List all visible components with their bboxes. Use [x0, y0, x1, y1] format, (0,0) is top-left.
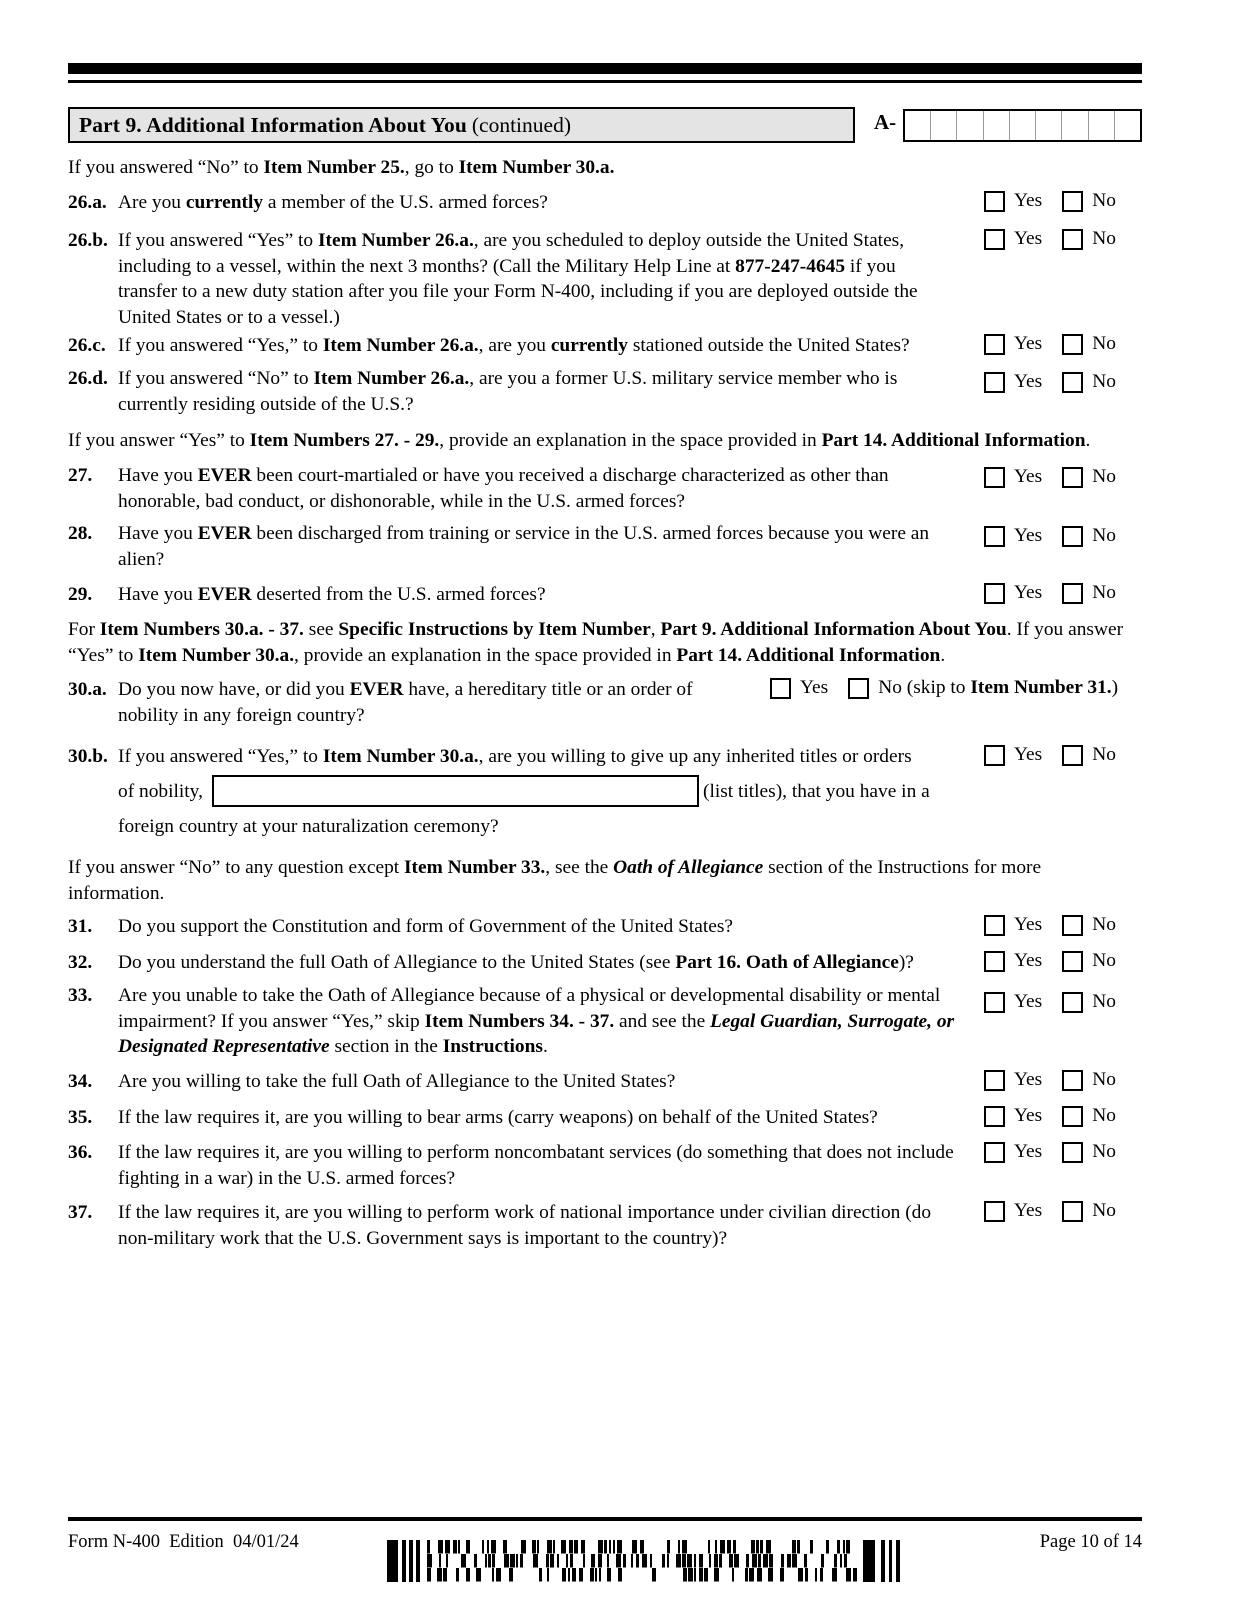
label-31-yes: Yes: [1014, 914, 1043, 935]
footer-edition-date: 04/01/24: [232, 1532, 299, 1552]
label-26c-yes: Yes: [1014, 333, 1043, 354]
checkbox-30a-yes[interactable]: [770, 678, 791, 699]
label-28-yes: Yes: [1014, 525, 1043, 546]
label-27-no: No: [1092, 466, 1116, 487]
label-30b-yes: Yes: [1014, 744, 1043, 765]
note-items-27-29: If you answer “Yes” to Item Numbers 27. - 29., provide an explanation in the space provided in Part 14. Additional Information.: [68, 430, 1091, 451]
checkbox-30b-no[interactable]: [1062, 745, 1083, 766]
footer-form-id: Form N-400: [68, 1532, 160, 1552]
answer-row-37: [984, 1200, 1116, 1222]
label-29-no: No: [1092, 582, 1116, 603]
item-number-36: 36.: [68, 1142, 93, 1163]
checkbox-26b-no[interactable]: [1062, 229, 1083, 250]
label-30a-no: No (skip to Item Number 31.): [878, 677, 1119, 698]
anumber-cell-8[interactable]: [1089, 111, 1115, 140]
checkbox-26d-no[interactable]: [1062, 372, 1083, 393]
label-26b-yes: Yes: [1014, 228, 1043, 249]
label-34-yes: Yes: [1014, 1069, 1043, 1090]
label-33-no: No: [1092, 991, 1116, 1012]
checkbox-27-yes[interactable]: [984, 467, 1005, 488]
checkbox-32-yes[interactable]: [984, 951, 1005, 972]
item-number-26b: 26.b.: [68, 230, 108, 251]
checkbox-26c-no[interactable]: [1062, 334, 1083, 355]
item-text-37: If the law requires it, are you willing to perform work of national importance under civilian direction (do non-military work that the U.S. Government says is important to the country)?: [118, 1202, 932, 1249]
anumber-input[interactable]: [903, 109, 1142, 142]
label-28-no: No: [1092, 525, 1116, 546]
checkbox-29-yes[interactable]: [984, 583, 1005, 604]
answer-row-26b: [984, 228, 1116, 250]
answer-row-26d: [984, 371, 1116, 393]
footer-page-number: Page 10 of 14: [1039, 1532, 1142, 1552]
anumber-cell-7[interactable]: [1062, 111, 1088, 140]
label-37-yes: Yes: [1014, 1200, 1043, 1221]
checkbox-30b-yes[interactable]: [984, 745, 1005, 766]
item-text-28: Have you EVER been discharged from training or service in the U.S. armed forces because you were an alien?: [118, 523, 930, 570]
checkbox-36-no[interactable]: [1062, 1142, 1083, 1163]
checkbox-33-no[interactable]: [1062, 992, 1083, 1013]
label-37-no: No: [1092, 1200, 1116, 1221]
checkbox-26a-no[interactable]: [1062, 191, 1083, 212]
item-number-26a: 26.a.: [68, 192, 107, 213]
checkbox-35-yes[interactable]: [984, 1106, 1005, 1127]
item-number-37: 37.: [68, 1202, 93, 1223]
checkbox-26b-yes[interactable]: [984, 229, 1005, 250]
answer-row-30b: [984, 744, 1116, 766]
checkbox-29-no[interactable]: [1062, 583, 1083, 604]
answer-row-32: [984, 950, 1116, 972]
label-26d-no: No: [1092, 371, 1116, 392]
item-text-36: If the law requires it, are you willing to perform noncombatant services (do something that does not include fighting in a war) in the U.S. armed forces?: [118, 1142, 954, 1189]
label-35-yes: Yes: [1014, 1105, 1043, 1126]
item-text-32: Do you understand the full Oath of Allegiance to the United States (see Part 16. Oath of Allegiance)?: [118, 952, 914, 973]
note-oath-allegiance: If you answer “No” to any question except Item Number 33., see the Oath of Allegiance section of the Instructions for more information.: [68, 857, 1042, 904]
anumber-cell-9[interactable]: [1115, 111, 1140, 140]
label-34-no: No: [1092, 1069, 1116, 1090]
item-text-30b-suffix: (list titles), that you have in a: [703, 781, 930, 802]
checkbox-37-no[interactable]: [1062, 1201, 1083, 1222]
top-rule-thin: [68, 80, 1142, 83]
anumber-cell-1[interactable]: [905, 111, 931, 140]
anumber-cell-4[interactable]: [984, 111, 1010, 140]
answer-row-34: [984, 1069, 1116, 1091]
label-30b-no: No: [1092, 744, 1116, 765]
item-text-33: Are you unable to take the Oath of Allegiance because of a physical or developmental disability or mental impairment? If you answer “Yes,” skip Item Numbers 34. - 37. and see the Legal Guardian, Surrogate, or Designated Representative section in the Instructions.: [118, 985, 955, 1058]
item-text-30b-prefix: of nobility,: [118, 781, 203, 802]
item-text-26c: If you answered “Yes,” to Item Number 26.a., are you currently stationed outside the United States?: [118, 335, 910, 356]
checkbox-26c-yes[interactable]: [984, 334, 1005, 355]
item-text-26d: If you answered “No” to Item Number 26.a., are you a former U.S. military service member who is currently residing outside of the U.S.?: [118, 368, 898, 415]
checkbox-34-yes[interactable]: [984, 1070, 1005, 1091]
item-text-26b: If you answered “Yes” to Item Number 26.a., are you scheduled to deploy outside the United States, including to a vessel, within the next 3 months? (Call the Military Help Line at 877-247-4645 if you transfer to a new duty station after you file your Form N-400, including if you are deployed outside the United States or to a vessel.): [118, 230, 918, 328]
label-26a-yes: Yes: [1014, 190, 1043, 211]
checkbox-28-yes[interactable]: [984, 526, 1005, 547]
top-rule-thick: [68, 63, 1142, 74]
label-31-no: No: [1092, 914, 1116, 935]
answer-row-36: [984, 1141, 1116, 1163]
label-33-yes: Yes: [1014, 991, 1043, 1012]
item-text-31: Do you support the Constitution and form of Government of the United States?: [118, 916, 734, 937]
checkbox-26d-yes[interactable]: [984, 372, 1005, 393]
item-text-26a: Are you currently a member of the U.S. armed forces?: [118, 192, 548, 213]
label-35-no: No: [1092, 1105, 1116, 1126]
part-title-continued: (continued): [471, 112, 571, 137]
label-36-yes: Yes: [1014, 1141, 1043, 1162]
label-29-yes: Yes: [1014, 582, 1043, 603]
answer-row-26c: [984, 333, 1116, 355]
answer-row-29: [984, 582, 1116, 604]
item-number-28: 28.: [68, 523, 93, 544]
checkbox-35-no[interactable]: [1062, 1106, 1083, 1127]
footer-edition-label: Edition: [169, 1532, 224, 1552]
checkbox-36-yes[interactable]: [984, 1142, 1005, 1163]
label-27-yes: Yes: [1014, 466, 1043, 487]
answer-row-28: [984, 525, 1116, 547]
answer-row-31: [984, 914, 1116, 936]
anumber-cell-3[interactable]: [957, 111, 983, 140]
item-text-30a: Do you now have, or did you EVER have, a hereditary title or an order of nobility in any foreign country?: [118, 679, 693, 726]
item-number-26c: 26.c.: [68, 335, 106, 356]
label-32-yes: Yes: [1014, 950, 1043, 971]
label-26a-no: No: [1092, 190, 1116, 211]
item-text-27: Have you EVER been court-martialed or have you received a discharge characterized as other than honorable, bad conduct, or dishonorable, while in the U.S. armed forces?: [118, 465, 889, 512]
checkbox-33-yes[interactable]: [984, 992, 1005, 1013]
label-26d-yes: Yes: [1014, 371, 1043, 392]
answer-row-35: [984, 1105, 1116, 1127]
anumber-cell-6[interactable]: [1036, 111, 1062, 140]
checkbox-37-yes[interactable]: [984, 1201, 1005, 1222]
item-number-29: 29.: [68, 584, 93, 605]
part-header-banner: [68, 107, 855, 143]
checkbox-28-no[interactable]: [1062, 526, 1083, 547]
anumber-label: A-: [874, 110, 897, 134]
anumber-cell-2[interactable]: [931, 111, 957, 140]
item-text-34: Are you willing to take the full Oath of Allegiance to the United States?: [118, 1071, 676, 1092]
item-number-33: 33.: [68, 985, 93, 1006]
checkbox-34-no[interactable]: [1062, 1070, 1083, 1091]
item-number-34: 34.: [68, 1071, 93, 1092]
footer-rule: [68, 1517, 1142, 1521]
answer-row-26a: [984, 190, 1116, 212]
label-32-no: No: [1092, 950, 1116, 971]
checkbox-31-yes[interactable]: [984, 915, 1005, 936]
label-26b-no: No: [1092, 228, 1116, 249]
item-number-32: 32.: [68, 952, 93, 973]
footer-form-info: [68, 1532, 299, 1553]
part-title: Part 9. Additional Information About You: [79, 112, 467, 137]
item-text-30b-line3: foreign country at your naturalization ceremony?: [118, 816, 499, 837]
note-item-25: If you answered “No” to Item Number 25., go to Item Number 30.a.: [68, 157, 615, 178]
anumber-cell-5[interactable]: [1010, 111, 1036, 140]
checkbox-30a-no[interactable]: [848, 678, 869, 699]
list-titles-input[interactable]: [212, 775, 699, 807]
item-number-31: 31.: [68, 916, 93, 937]
label-26c-no: No: [1092, 333, 1116, 354]
item-number-30b: 30.b.: [68, 746, 108, 767]
label-30a-yes: Yes: [800, 677, 829, 698]
answer-row-33: [984, 991, 1116, 1013]
note-items-30-37: For Item Numbers 30.a. - 37. see Specific Instructions by Item Number, Part 9. Additional Information About You. If you answer “Yes” to Item Number 30.a., provide an explanation in the space provided in Part 14. Additional Information.: [68, 619, 1124, 666]
answer-row-27: [984, 466, 1116, 488]
answer-row-30a: [770, 677, 1118, 699]
pdf417-barcode: [385, 1540, 915, 1582]
item-number-35: 35.: [68, 1107, 93, 1128]
checkbox-31-no[interactable]: [1062, 915, 1083, 936]
item-text-35: If the law requires it, are you willing to bear arms (carry weapons) on behalf of the United States?: [118, 1107, 878, 1128]
item-text-30b-line1: If you answered “Yes,” to Item Number 30.a., are you willing to give up any inherited titles or orders: [118, 746, 912, 767]
item-number-27: 27.: [68, 465, 93, 486]
checkbox-32-no[interactable]: [1062, 951, 1083, 972]
checkbox-27-no[interactable]: [1062, 467, 1083, 488]
item-number-26d: 26.d.: [68, 368, 108, 389]
label-36-no: No: [1092, 1141, 1116, 1162]
item-number-30a: 30.a.: [68, 679, 107, 700]
item-text-29: Have you EVER deserted from the U.S. armed forces?: [118, 584, 546, 605]
checkbox-26a-yes[interactable]: [984, 191, 1005, 212]
